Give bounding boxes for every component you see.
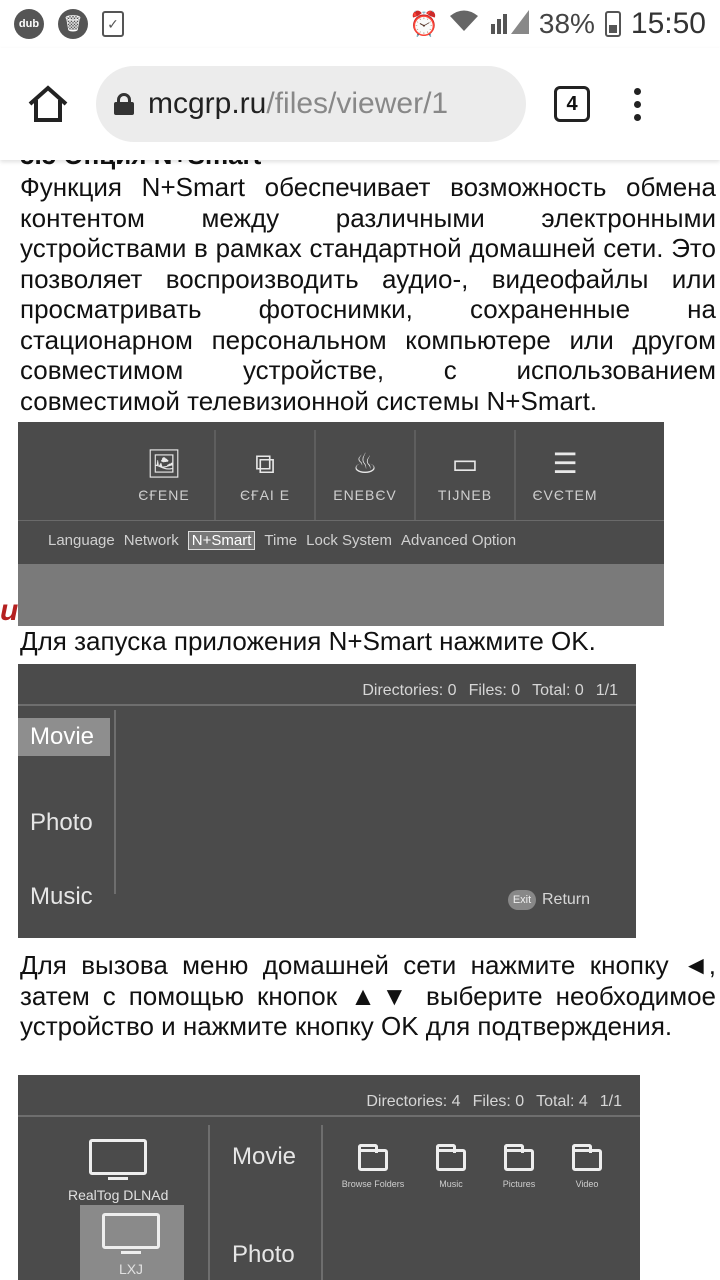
category-photo: Photo: [30, 809, 93, 836]
directories-count: Directories: 4: [366, 1093, 461, 1110]
menu-label: ЄҒАI Е: [239, 487, 291, 503]
paragraph-launch: Для запуска приложения N+Smart нажмите OK.: [20, 626, 596, 656]
tv-empty-panel: [18, 564, 664, 626]
settings-lines-icon: ☰: [552, 448, 578, 479]
divider: [18, 520, 664, 521]
paragraph-home-network: Для вызова меню домашней сети нажмите кнопку ◄, затем с помощью кнопок ▲▼ выберите необходимое устройство и нажмите кнопку OK для подтверждения.: [20, 950, 716, 1041]
folder-video: [552, 1149, 622, 1189]
menu-picture: [114, 430, 214, 520]
battery-icon: [605, 11, 621, 37]
menu-label: ТIJNЕВ: [437, 487, 493, 503]
wifi-icon: [449, 9, 479, 40]
tab-switcher-button[interactable]: 4: [554, 86, 590, 122]
tv-stats-bar: [366, 1093, 622, 1111]
sub-advanced-option: Advanced Option: [401, 531, 517, 549]
folder-browse: [338, 1149, 408, 1189]
divider: [208, 1125, 210, 1280]
menu-tuner: [414, 430, 514, 520]
folder-label: Video: [575, 1179, 599, 1189]
exit-icon: Exit: [508, 890, 536, 910]
url-path: /files/viewer/1: [266, 87, 449, 120]
menu-label: ЄVЄТЕМ: [532, 487, 598, 503]
dot-icon: [634, 88, 641, 95]
device-lxj: [102, 1213, 160, 1277]
return-hint: [508, 890, 590, 910]
clock: 15:50: [630, 7, 706, 40]
sub-nsmart: N+Smart: [188, 531, 256, 550]
divider: [18, 704, 636, 706]
folder-icon: [358, 1149, 388, 1171]
home-icon: [26, 84, 70, 124]
sub-network: Network: [123, 531, 179, 549]
total-count: Total: 4: [536, 1093, 588, 1110]
tv-stats-bar: [362, 682, 618, 700]
menu-system: [514, 430, 614, 520]
checklist-icon: ✓: [102, 11, 124, 37]
folder-label: Pictures: [502, 1179, 536, 1189]
signal-icon: [489, 8, 529, 41]
trash-icon: 🗑: [58, 9, 88, 39]
tv-media-browser-empty: [18, 664, 636, 938]
monitor-icon: [89, 1139, 147, 1175]
directories-count: Directories: 0: [362, 682, 457, 699]
monitor-icon: [102, 1213, 160, 1249]
page-indicator: 1/1: [595, 682, 618, 699]
picture-icon: 🖼: [146, 448, 182, 479]
sub-language: Language: [48, 531, 115, 549]
tv-media-browser-devices: [18, 1075, 640, 1280]
sub-lock-system: Lock System: [306, 531, 393, 549]
dub-icon: dub: [14, 9, 44, 39]
files-count: Files: 0: [472, 1093, 525, 1110]
device-label: LXJ: [118, 1261, 144, 1277]
folder-label: Browse Folders: [341, 1179, 405, 1189]
folder-pictures: [484, 1149, 554, 1189]
red-annotation: u: [0, 594, 19, 627]
address-bar[interactable]: [96, 66, 526, 142]
tv-main-menu: [114, 430, 614, 520]
browser-toolbar: [0, 48, 720, 160]
category-movie: Movie: [18, 718, 110, 756]
leaf-icon: ♨: [352, 448, 378, 479]
category-movie: Movie: [232, 1143, 297, 1170]
dot-icon: [634, 114, 641, 121]
crop-icon: ⧉: [255, 448, 275, 479]
sub-time: Time: [264, 531, 298, 549]
folder-icon: [436, 1149, 466, 1171]
category-music: Music: [30, 883, 93, 910]
alarm-icon: ⏰: [408, 10, 439, 38]
page-indicator: 1/1: [599, 1093, 622, 1110]
home-button[interactable]: [14, 70, 82, 138]
category-photo: Photo: [232, 1241, 295, 1268]
folder-music: [416, 1149, 486, 1189]
url-host: mcgrp.ru: [148, 87, 267, 120]
total-count: Total: 0: [532, 682, 584, 699]
folder-icon: [572, 1149, 602, 1171]
tv-sub-menu: [48, 526, 516, 554]
paragraph-intro: Функция N+Smart обеспечивает возможность обмена контентом между различными электронными устройствами в рамках стандартной домашней сети. Это позволяет воспроизводить аудио-, видеофайлы или просматривать фотоснимки, сохраненные на стационарном персональном компьютере или другом совместимом устройстве, с использованием совместимой телевизионной системы N+Smart.: [20, 172, 716, 416]
divider: [114, 710, 116, 894]
battery-percent: 38%: [538, 8, 595, 39]
menu-energy: [314, 430, 414, 520]
dot-icon: [634, 101, 641, 108]
folder-label: Music: [439, 1179, 463, 1189]
return-label: Return: [542, 891, 591, 908]
menu-label: ЄҒЕNЕ: [138, 487, 190, 503]
folder-icon: [504, 1149, 534, 1171]
overflow-menu-button[interactable]: [634, 88, 641, 121]
device-realtog: [68, 1139, 168, 1203]
divider: [18, 1115, 640, 1117]
device-label: RealTog DLNAd: [68, 1187, 169, 1203]
lock-icon: [114, 93, 134, 115]
menu-scale: [214, 430, 314, 520]
menu-label: ЕNЕВЄV: [333, 487, 397, 503]
divider: [321, 1125, 323, 1280]
status-bar: [0, 0, 720, 48]
files-count: Files: 0: [468, 682, 521, 699]
tv-settings-screenshot: [18, 422, 664, 626]
tv-tuner-icon: ▭: [451, 448, 479, 479]
